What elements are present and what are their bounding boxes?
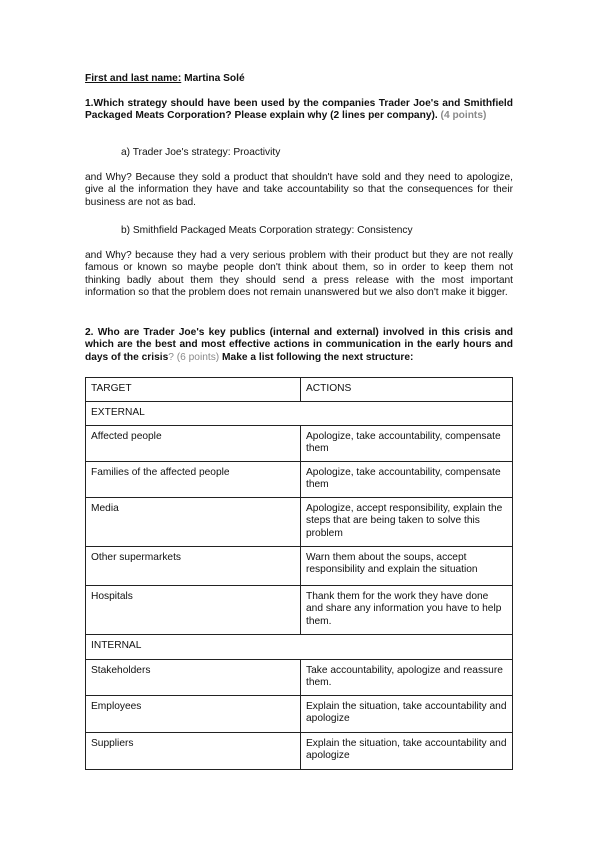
actions-cell: Thank them for the work they have done and share any information you have to help them. [301, 586, 513, 635]
table-row [86, 733, 513, 770]
question-2-qmark: ? [168, 351, 174, 363]
question-1-points: (4 points) [437, 110, 487, 122]
question-2 [85, 327, 513, 364]
actions-cell: Take accountability, apologize and reassure them. [301, 660, 513, 696]
section-external: EXTERNAL [86, 402, 513, 426]
header-actions: ACTIONS [301, 378, 513, 402]
publics-table [85, 377, 513, 770]
target-cell: Media [86, 498, 301, 547]
question-1 [85, 98, 513, 123]
table-header-row [86, 378, 513, 402]
answer-b-label: b) Smithfield Packaged Meats Corporation strategy: Consistency [121, 225, 413, 236]
actions-cell: Explain the situation, take accountability and apologize [301, 733, 513, 770]
question-2-instruction: Make a list following the next structure: [222, 351, 414, 363]
target-cell: Stakeholders [86, 660, 301, 696]
actions-cell: Apologize, take accountability, compensate them [301, 426, 513, 462]
header-target: TARGET [86, 378, 301, 402]
name-label: First and last name: [85, 73, 182, 84]
question-1-text: 1.Which strategy should have been used by the companies Trader Joe's and Smithfield Packaged Meats Corporation? Please explain why (2 lines per company). [85, 98, 513, 122]
target-cell: Hospitals [86, 586, 301, 635]
actions-cell: Apologize, take accountability, compensate them [301, 462, 513, 498]
actions-cell: Apologize, accept responsibility, explain the steps that are being taken to solve this problem [301, 498, 513, 547]
table-row [86, 462, 513, 498]
target-cell: Families of the affected people [86, 462, 301, 498]
name-value: Martina Solé [181, 73, 245, 84]
question-2-text: 2. Who are Trader Joe's key publics (internal and external) involved in this crisis and which are the best and most effective actions in communication in the early hours and days of the crisis [85, 327, 513, 363]
table-row [86, 586, 513, 635]
answer-a-label: a) Trader Joe's strategy: Proactivity [121, 147, 281, 158]
table-row [86, 660, 513, 696]
table-row [86, 426, 513, 462]
table-row [86, 547, 513, 586]
target-cell: Affected people [86, 426, 301, 462]
section-row-external [86, 402, 513, 426]
answer-b-text: and Why? because they had a very serious problem with their product but they are not really famous or known so maybe people don't think about them, so in order to keep them not thinking badly about them they should send a press release with the most important information so that the problem does not remain unanswered but we also don't make it bigger. [85, 250, 513, 298]
actions-cell: Explain the situation, take accountability and apologize [301, 696, 513, 733]
target-cell: Employees [86, 696, 301, 733]
actions-cell: Warn them about the soups, accept responsibility and explain the situation [301, 547, 513, 586]
name-line [85, 73, 513, 85]
question-2-points: (6 points) [173, 351, 223, 363]
target-cell: Other supermarkets [86, 547, 301, 586]
answer-a-text: and Why? Because they sold a product that shouldn't have sold and they need to apologize, give al the information they have and take accountability so that the consequences for their business are not as bad. [85, 172, 513, 208]
section-row-internal [86, 635, 513, 660]
section-internal: INTERNAL [86, 635, 513, 660]
table-row [86, 696, 513, 733]
target-cell: Suppliers [86, 733, 301, 770]
table-row [86, 498, 513, 547]
